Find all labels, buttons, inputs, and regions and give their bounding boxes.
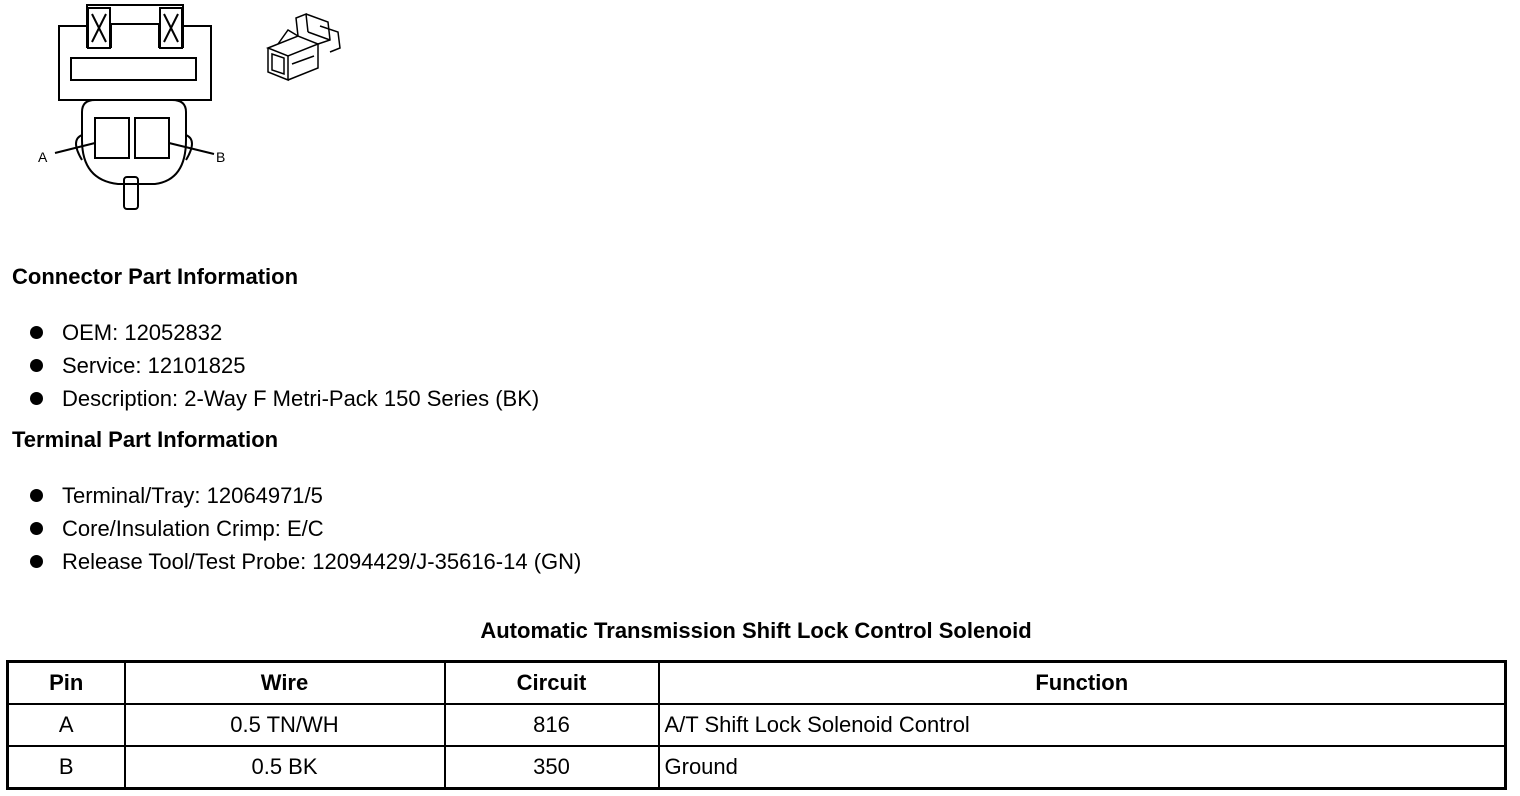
- list-item: Core/Insulation Crimp: E/C: [12, 512, 581, 545]
- list-item: Service: 12101825: [12, 349, 539, 382]
- column-header-circuit: Circuit: [445, 662, 659, 705]
- bullet-icon: [30, 326, 43, 339]
- table-row: [8, 704, 1506, 746]
- table-header-row: [8, 662, 1506, 705]
- cell-pin: A: [8, 704, 125, 746]
- terminal-part-info-heading: Terminal Part Information: [12, 427, 279, 452]
- connector-part-info-heading: Connector Part Information: [12, 264, 299, 289]
- pin-label-a: A: [38, 149, 48, 165]
- table-row: [8, 746, 1506, 789]
- cell-function: Ground: [659, 746, 1506, 789]
- list-item: OEM: 12052832: [12, 316, 539, 349]
- column-header-function: Function: [659, 662, 1506, 705]
- bullet-icon: [30, 392, 43, 405]
- cell-pin: B: [8, 746, 125, 789]
- table-title: Automatic Transmission Shift Lock Control Solenoid: [480, 618, 1032, 643]
- column-header-pin: Pin: [8, 662, 125, 705]
- cell-circuit: 350: [445, 746, 659, 789]
- cell-wire: 0.5 BK: [125, 746, 445, 789]
- list-item: Terminal/Tray: 12064971/5: [12, 479, 581, 512]
- connector-face-diagram: [0, 0, 240, 220]
- cell-circuit: 816: [445, 704, 659, 746]
- bullet-icon: [30, 522, 43, 535]
- connector-isometric-icon: [258, 8, 348, 88]
- column-header-wire: Wire: [125, 662, 445, 705]
- terminal-part-info-list: [12, 479, 581, 578]
- connector-part-info-list: [12, 316, 539, 415]
- bullet-icon: [30, 489, 43, 502]
- bullet-icon: [30, 359, 43, 372]
- pin-table: [6, 660, 1507, 790]
- bullet-icon: [30, 555, 43, 568]
- cell-wire: 0.5 TN/WH: [125, 704, 445, 746]
- cell-function: A/T Shift Lock Solenoid Control: [659, 704, 1506, 746]
- list-item: Description: 2-Way F Metri-Pack 150 Series (BK): [12, 382, 539, 415]
- pin-label-b: B: [216, 149, 226, 165]
- list-item: Release Tool/Test Probe: 12094429/J-35616-14 (GN): [12, 545, 581, 578]
